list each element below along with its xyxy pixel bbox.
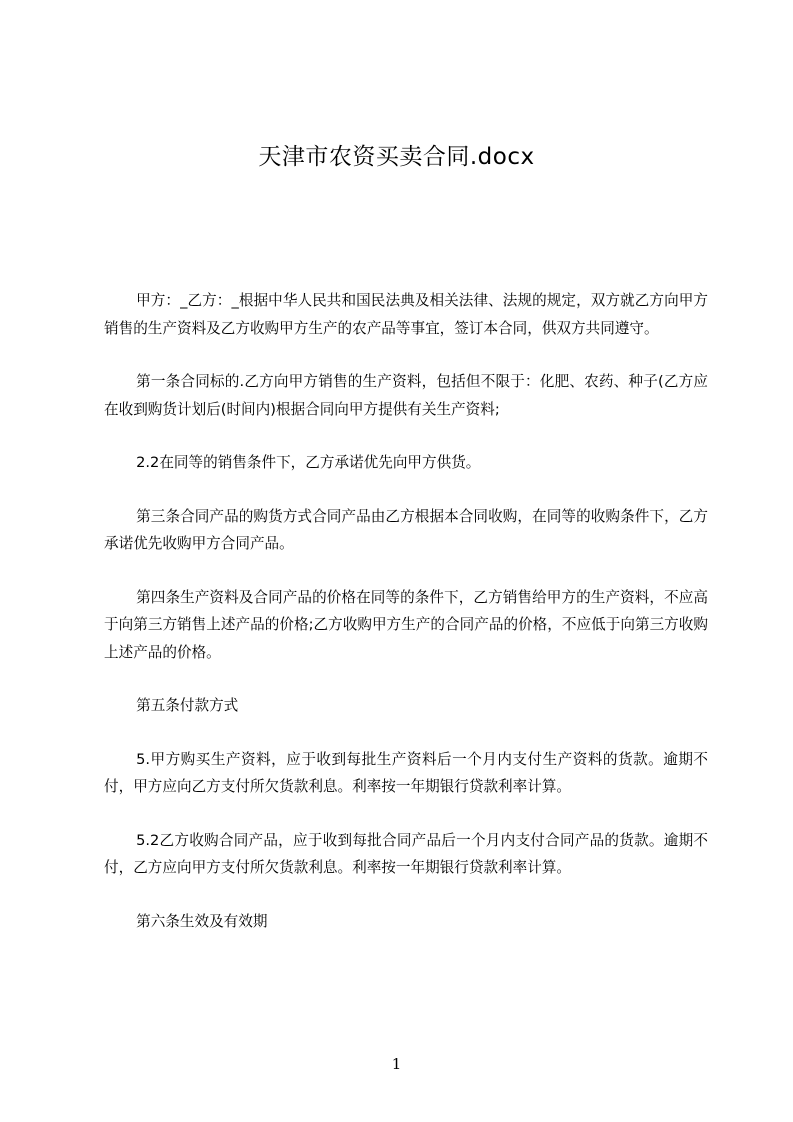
- paragraph-article-4: 第四条生产资料及合同产品的价格在同等的条件下，乙方销售给甲方的生产资料，不应高于向第三方销售上述产品的价格;乙方收购甲方生产的合同产品的价格，不应低于向第三方收购上述产品的价格。: [104, 588, 708, 661]
- paragraph-article-6-heading: 第六条生效及有效期: [136, 912, 268, 930]
- paragraph-article-1: 第一条合同标的.乙方向甲方销售的生产资料，包括但不限于：化肥、农药、种子(乙方应在收到购货计划后(时间内)根据合同向甲方提供有关生产资料;: [104, 373, 708, 418]
- paragraph-article-3: 第三条合同产品的购货方式合同产品由乙方根据本合同收购，在同等的收购条件下，乙方承诺优先收购甲方合同产品。: [104, 507, 708, 552]
- document-title: 天津市农资买卖合同.docx: [258, 144, 535, 170]
- paragraph-clause-5-2: 5.2乙方收购合同产品，应于收到每批合同产品后一个月内支付合同产品的货款。逾期不付，乙方应向甲方支付所欠货款利息。利率按一年期银行贷款利率计算。: [104, 831, 708, 876]
- page-number: 1: [391, 1055, 402, 1073]
- paragraph-preamble: 甲方：_乙方：_根据中华人民共和国民法典及相关法律、法规的规定，双方就乙方向甲方销售的生产资料及乙方收购甲方生产的农产品等事宜，签订本合同，供双方共同遵守。: [104, 292, 708, 337]
- paragraph-clause-5-1: 5.甲方购买生产资料，应于收到每批生产资料后一个月内支付生产资料的货款。逾期不付，甲方应向乙方支付所欠货款利息。利率按一年期银行贷款利率计算。: [104, 750, 708, 795]
- paragraph-clause-2-2: 2.2在同等的销售条件下，乙方承诺优先向甲方供货。: [136, 454, 481, 471]
- document-body: [104, 287, 708, 961]
- paragraph-article-5-heading: 第五条付款方式: [136, 697, 239, 714]
